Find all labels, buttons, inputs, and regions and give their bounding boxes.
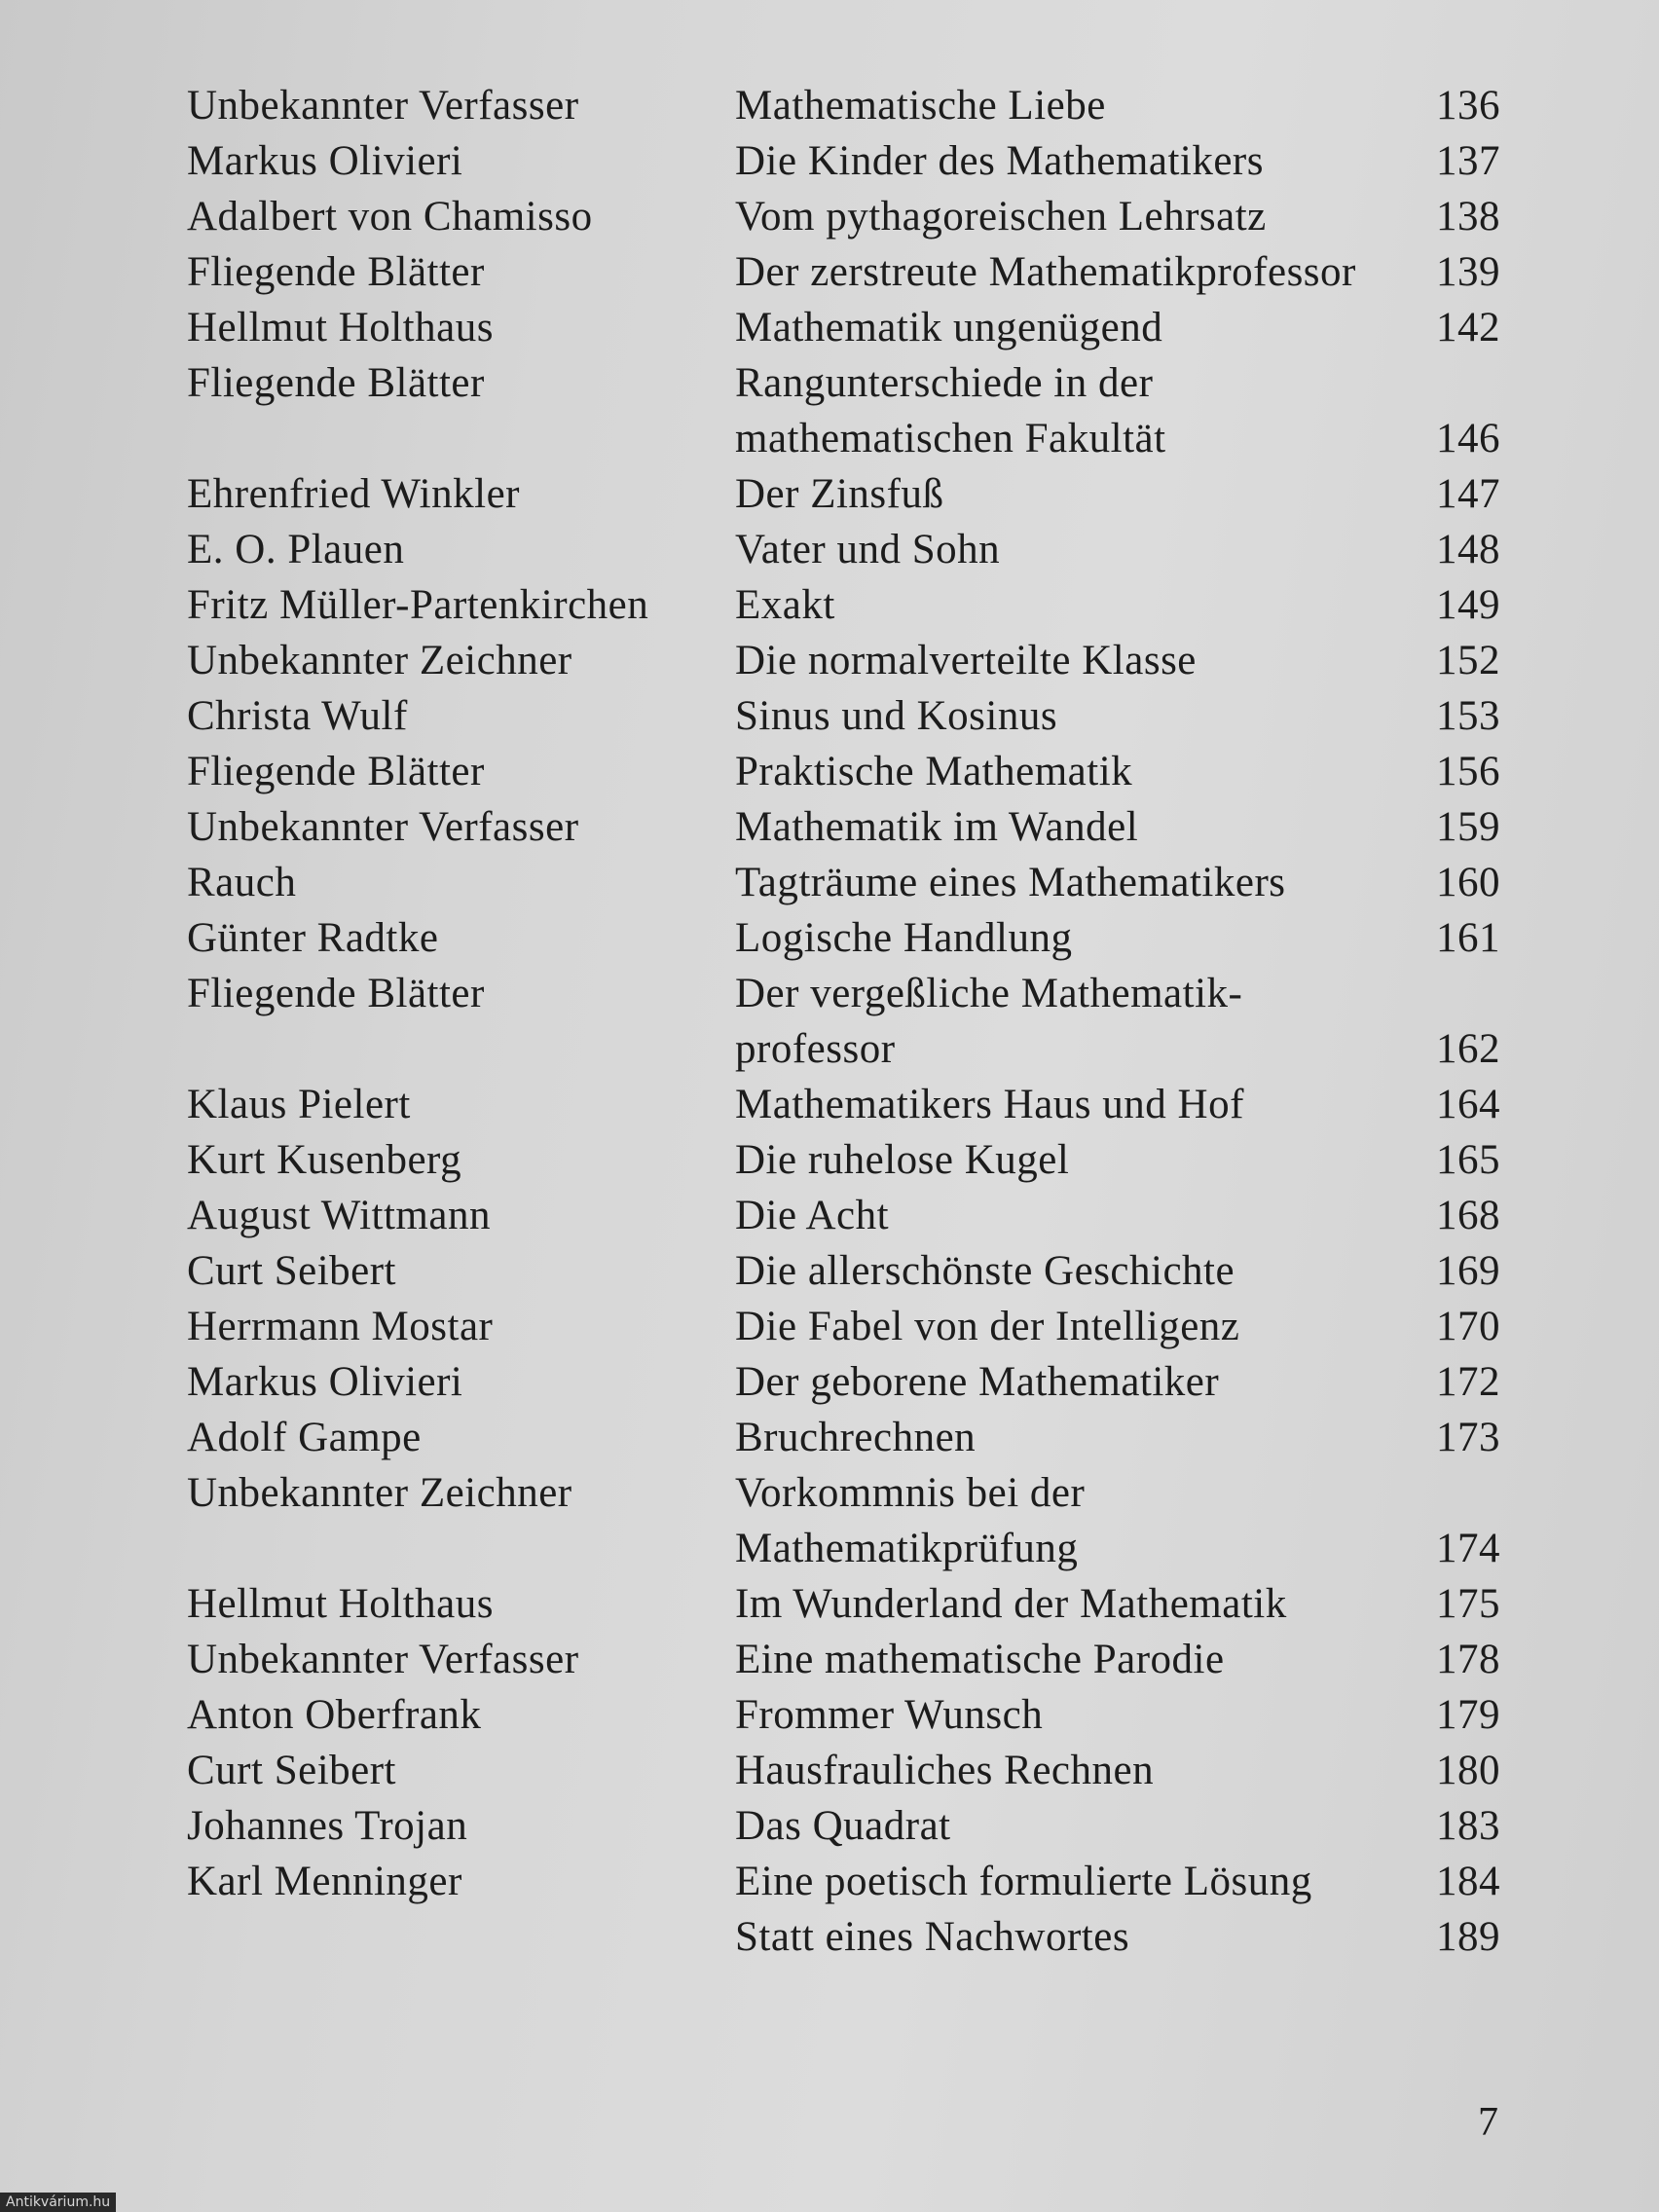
entry-author: Unbekannter Zeichner [187,1470,572,1516]
toc-entry [0,1909,1659,1965]
entry-author: Markus Olivieri [187,1359,463,1405]
toc-entry [0,78,1659,133]
entry-title: Vom pythagoreischen Lehrsatz [735,194,1267,240]
entry-page-number: 147 [1436,471,1500,517]
entry-page-number: 165 [1436,1137,1500,1183]
entry-page-number: 146 [1436,416,1500,461]
entry-page-number: 173 [1436,1415,1500,1460]
entry-page-number: 142 [1436,305,1500,350]
entry-title: Statt eines Nachwortes [735,1914,1130,1960]
entry-title: Frommer Wunsch [735,1692,1044,1738]
entry-page-number: 137 [1436,138,1500,184]
entry-title: Vater und Sohn [735,527,1001,572]
entry-page-number: 160 [1436,860,1500,905]
entry-title: Tagträume eines Mathematikers [735,860,1286,905]
entry-title-continued: professor [735,1026,896,1072]
entry-author: Unbekannter Verfasser [187,83,579,129]
entry-page-number: 139 [1436,249,1500,295]
toc-entry [0,1743,1659,1798]
entry-author: Anton Oberfrank [187,1692,482,1738]
entry-page-number: 168 [1436,1193,1500,1238]
entry-title: Der zerstreute Mathematikprofessor [735,249,1356,295]
page-number: 7 [1478,2100,1498,2145]
entry-author: Curt Seibert [187,1748,396,1793]
entry-page-number: 178 [1436,1637,1500,1682]
entry-page-number: 183 [1436,1803,1500,1849]
toc-entry [0,744,1659,799]
entry-author: Unbekannter Verfasser [187,1637,579,1682]
entry-page-number: 174 [1436,1526,1500,1571]
entry-title: Die Kinder des Mathematikers [735,138,1264,184]
toc-entry [0,1854,1659,1909]
toc-entry [0,1465,1659,1571]
entry-page-number: 175 [1436,1581,1500,1627]
entry-author: Klaus Pielert [187,1082,411,1127]
entry-page-number: 149 [1436,582,1500,628]
toc-entry [0,688,1659,744]
toc-entry [0,633,1659,688]
toc-entry [0,189,1659,244]
toc-entry [0,1632,1659,1687]
toc-entry [0,1576,1659,1632]
toc-entry [0,1410,1659,1465]
entry-title: Eine poetisch formulierte Lösung [735,1859,1312,1904]
entry-author: Markus Olivieri [187,138,463,184]
watermark: Antikvárium.hu [0,2193,116,2212]
entry-page-number: 162 [1436,1026,1500,1072]
entry-title: Der Zinsfuß [735,471,944,517]
toc-entry [0,466,1659,522]
entry-title: Die allerschönste Geschichte [735,1248,1235,1294]
entry-author: Unbekannter Zeichner [187,638,572,683]
toc-entry [0,1243,1659,1299]
entry-title: Eine mathematische Parodie [735,1637,1225,1682]
toc-entry [0,1077,1659,1132]
entry-author: Fliegende Blätter [187,749,485,794]
toc-entry [0,1188,1659,1243]
toc-entry [0,577,1659,633]
entry-author: Fliegende Blätter [187,249,485,295]
entry-title: Exakt [735,582,835,628]
entry-author: Johannes Trojan [187,1803,468,1849]
entry-title: Die normalverteilte Klasse [735,638,1197,683]
entry-title: Logische Handlung [735,915,1073,961]
entry-author: Fritz Müller-Partenkirchen [187,582,649,628]
entry-author: Unbekannter Verfasser [187,804,579,850]
toc-entry [0,855,1659,910]
entry-author: Günter Radtke [187,915,439,961]
entry-author: Christa Wulf [187,693,408,739]
entry-title: Sinus und Kosinus [735,693,1058,739]
entry-page-number: 159 [1436,804,1500,850]
entry-author: Herrmann Mostar [187,1304,494,1349]
toc-entry [0,300,1659,355]
entry-page-number: 156 [1436,749,1500,794]
toc-entry [0,1687,1659,1743]
entry-title: Die Acht [735,1193,890,1238]
entry-author: Rauch [187,860,297,905]
entry-title: Vorkommnis bei der [735,1470,1086,1516]
entry-author: Curt Seibert [187,1248,396,1294]
entry-title: Der geborene Mathematiker [735,1359,1220,1405]
entry-title: Bruchrechnen [735,1415,977,1460]
entry-page-number: 184 [1436,1859,1500,1904]
entry-title: Hausfrauliches Rechnen [735,1748,1155,1793]
entry-author: August Wittmann [187,1193,491,1238]
toc-entry [0,1354,1659,1410]
toc-entry [0,522,1659,577]
toc-entry [0,244,1659,300]
entry-title: Der vergeßliche Mathematik- [735,971,1243,1016]
entry-title: Praktische Mathematik [735,749,1133,794]
entry-title: Mathematikers Haus und Hof [735,1082,1244,1127]
entry-page-number: 161 [1436,915,1500,961]
entry-page-number: 172 [1436,1359,1500,1405]
toc-entry [0,1132,1659,1188]
entry-author: Ehrenfried Winkler [187,471,520,517]
entry-author: Hellmut Holthaus [187,305,494,350]
entry-author: Hellmut Holthaus [187,1581,494,1627]
entry-page-number: 148 [1436,527,1500,572]
entry-author: Kurt Kusenberg [187,1137,462,1183]
entry-author: E. O. Plauen [187,527,405,572]
entry-title: Rangunterschiede in der [735,360,1154,406]
entry-page-number: 189 [1436,1914,1500,1960]
entry-title-continued: Mathematikprüfung [735,1526,1079,1571]
entry-author: Karl Menninger [187,1859,462,1904]
entry-page-number: 153 [1436,693,1500,739]
entry-title: Das Quadrat [735,1803,951,1849]
toc-entry [0,133,1659,189]
toc-entry [0,355,1659,461]
entry-page-number: 180 [1436,1748,1500,1793]
toc-entry [0,1798,1659,1854]
entry-page-number: 179 [1436,1692,1500,1738]
entry-title: Mathematische Liebe [735,83,1106,129]
entry-title: Die ruhelose Kugel [735,1137,1070,1183]
entry-page-number: 164 [1436,1082,1500,1127]
toc-entry [0,910,1659,966]
toc-entry [0,1299,1659,1354]
entry-page-number: 136 [1436,83,1500,129]
entry-page-number: 152 [1436,638,1500,683]
entry-author: Adolf Gampe [187,1415,422,1460]
entry-author: Fliegende Blätter [187,971,485,1016]
entry-page-number: 169 [1436,1248,1500,1294]
entry-title: Mathematik im Wandel [735,804,1139,850]
entry-author: Adalbert von Chamisso [187,194,593,240]
entry-title: Mathematik ungenügend [735,305,1163,350]
entry-title: Im Wunderland der Mathematik [735,1581,1287,1627]
entry-title: Die Fabel von der Intelligenz [735,1304,1240,1349]
entry-page-number: 138 [1436,194,1500,240]
entry-page-number: 170 [1436,1304,1500,1349]
toc-entry [0,966,1659,1072]
entry-title-continued: mathematischen Fakultät [735,416,1166,461]
toc-entry [0,799,1659,855]
entry-author: Fliegende Blätter [187,360,485,406]
